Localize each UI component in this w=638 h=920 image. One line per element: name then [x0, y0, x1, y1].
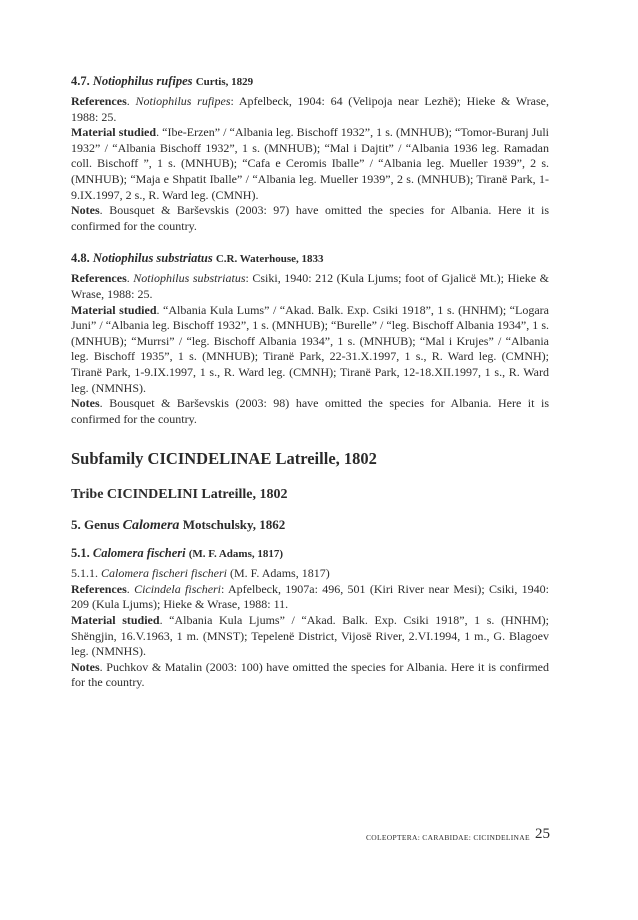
genus-prefix: 5. Genus [71, 517, 120, 533]
references-taxon: Notiophilus substriatus [133, 271, 246, 286]
subspecies-name: Calomera fischeri fischeri [101, 566, 227, 581]
species-heading [71, 250, 549, 267]
page-body [71, 72, 549, 691]
subspecies-number: 5.1.1. [71, 566, 98, 581]
material-paragraph [71, 303, 549, 397]
notes-text: . Bousquet & Barševskis (2003: 97) have omitted the species for Albania. Here it is confirmed for the country. [71, 203, 549, 233]
notes-paragraph [71, 660, 549, 691]
species-name: Calomera fischeri [92, 546, 186, 561]
species-heading [71, 545, 549, 562]
notes-text: . Puchkov & Matalin (2003: 100) have omitted the species for Albania. Here it is confirmed for the country. [71, 659, 549, 690]
notes-label: Notes [71, 203, 100, 218]
page-number: 25 [535, 826, 550, 842]
subfamily-heading: Subfamily CICINDELINAE Latreille, 1802 [71, 449, 377, 469]
material-label: Material studied [71, 302, 157, 317]
genus-heading [71, 516, 549, 534]
material-label: Material studied [71, 613, 160, 628]
material-label: Material studied [71, 125, 157, 140]
genus-name: Calomera [122, 518, 180, 534]
references-paragraph: References. Cicindela fischeri: Apfelbeck, 1907a: 496, 501 (Kiri River near Mesi); Csiki, 1940: 209 (Kula Ljums); Hieke & Wrase, 1988: 11. [71, 581, 550, 612]
tribe-heading: Tribe CICINDELINI Latreille, 1802 [71, 487, 288, 503]
references-label: References [71, 94, 127, 108]
species-number: 5.1. [71, 546, 90, 561]
references-taxon: Notiophilus rufipes [135, 94, 231, 108]
references-paragraph: References. Notiophilus rufipes: Apfelbeck, 1904: 64 (Velipoja near Lezhë); Hieke & Wrase, 1988: 25. [71, 94, 550, 124]
species-author: (M. F. Adams, 1817) [188, 548, 284, 561]
section-calomera-fischeri [71, 545, 549, 691]
subspecies-author: (M. F. Adams, 1817) [227, 566, 330, 581]
running-head: COLEOPTERA: CARABIDAE: CICINDELINAE [366, 833, 530, 842]
species-name: Notiophilus rufipes [92, 74, 193, 88]
species-number: 4.7. [71, 74, 90, 88]
references-text: : Apfelbeck, 1907a: 496, 501 (Kiri River near Mesi); Csiki, 1940: 209 (Kula Ljums); Hieke & Wrase, 1988: 11. [71, 581, 550, 612]
references-taxon: Cicindela fischeri [134, 581, 222, 596]
material-paragraph [71, 613, 549, 660]
references-text: : Csiki, 1940: 212 (Kula Ljums; foot of Gjalicë Mt.); Hieke & Wrase, 1988: 25. [71, 271, 549, 301]
material-text: . “Albania Kula Lums” / “Akad. Balk. Exp. Csiki 1918”, 1 s. (HNHM); “Logara Juni” / “Albania leg. Bischoff 1932”, 1 s. (MNHUB); “Burelle” / “leg. Bischoff Albania 1934”, 1 s. (MNHUB); “Murrsi” / “leg. Bischoff Albania 1934”, 1 s. (MNHUB); “Mal i Krujes” / “Albania leg. Bischoff 1935”, 1 s. (MNHUB); Tiranë Park, 22-31.X.1997, 1 s., R. Ward leg. (CMNH); Tiranë Park, 1-9.IX.1997, 1 s., R. Ward leg. (CMNH); Tiranë Park, 12-18.XII.1997, 1 s., R. Ward leg. (NMNHS). [71, 302, 549, 395]
section-notiophilus-substriatus [71, 250, 549, 427]
section-notiophilus-rufipes [71, 73, 549, 234]
material-text: . “Albania Kula Ljums” / “Akad. Balk. Exp. Csiki 1918”, 1 s. (HNHM); Shëngjin, 16.V.1963, 1 m. (MNST); Tepelenë District, Vijosë River, 2.VI.1994, 1 m., G. Blagoev leg. (NMNHS). [71, 613, 549, 659]
species-name: Notiophilus substriatus [92, 251, 213, 266]
species-heading [71, 73, 549, 90]
notes-paragraph [71, 396, 549, 427]
references-label: References [71, 271, 127, 286]
material-text: . “Ibe-Erzen” / “Albania leg. Bischoff 1932”, 1 s. (MNHUB); “Tomor-Buranj Juli 1932” / “Albania Bischoff 1932”, 1 s. (MNHUB); “Mal i Dajtit” / “Albania 1936 leg. Ramadan coll. Bischoff ”, 1 s. (MNHUB); “Cafa e Ceromis Iballe” / “Albania leg. Mueller 1939”, 2 s. (MNHUB); “Maja e Shpatit Iballe” / “Albania leg. Mueller 1939”, 2 s. (MNHUB); Tiranë Park, 1-9.IX.1997, 2 s., R. Ward leg. (CMNH). [71, 125, 549, 202]
references-text: : Apfelbeck, 1904: 64 (Velipoja near Lezhë); Hieke & Wrase, 1988: 25. [71, 94, 550, 124]
species-author: C.R. Waterhouse, 1833 [215, 253, 324, 266]
material-paragraph [71, 125, 549, 203]
species-number: 4.8. [71, 251, 90, 266]
notes-paragraph [71, 203, 549, 234]
subspecies-line [71, 566, 549, 582]
notes-text: . Bousquet & Barševskis (2003: 98) have omitted the species for Albania. Here it is confirmed for the country. [71, 396, 549, 426]
references-paragraph: References. Notiophilus substriatus: Csiki, 1940: 212 (Kula Ljums; foot of Gjalicë Mt.); Hieke & Wrase, 1988: 25. [71, 271, 549, 301]
notes-label: Notes [71, 396, 100, 411]
genus-author: Motschulsky, 1862 [182, 517, 286, 533]
notes-label: Notes [71, 659, 100, 674]
species-author: Curtis, 1829 [195, 76, 254, 88]
references-label: References [71, 581, 127, 596]
